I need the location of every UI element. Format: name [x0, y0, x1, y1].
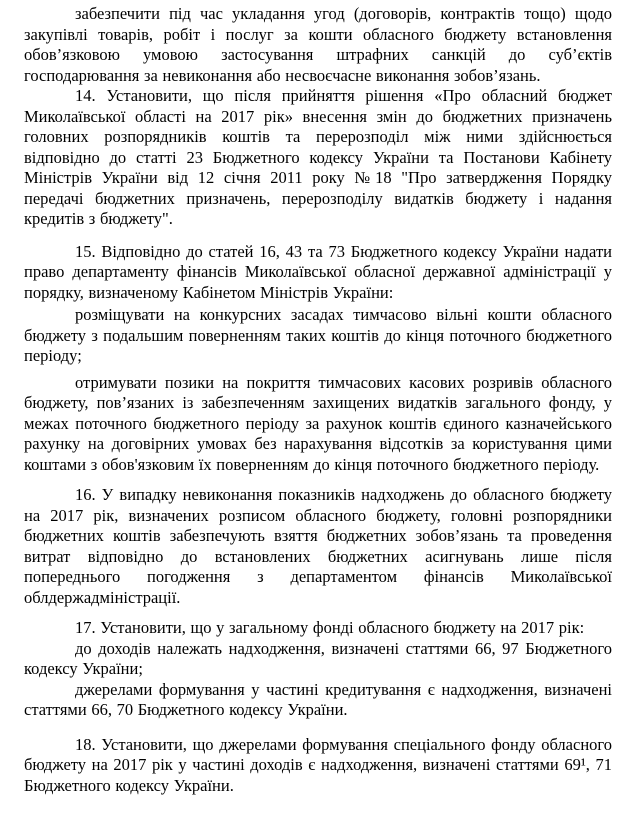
paragraph-item-14: 14. Установити, що після прийняття рішення «Про обласний бюджет Миколаївської області на 2017 рік» внесення змін до бюджетних призначень головних розпорядників коштів та перерозподіл між ними здійснюється відповідно до статті 23 Бюджетного кодексу України та Постанови Кабінету Міністрів України від 12 січня 2011 року №18 "Про затвердження Порядку передачі бюджетних призначень, перерозподілу видатків бюджету і надання кредитів з бюджету". [24, 86, 612, 228]
paragraph-item-15-deposits: розміщувати на конкурсних засадах тимчасово вільні кошти обласного бюджету з подальшим поверненням таких коштів до кінця поточного бюджетного періоду; [24, 305, 612, 365]
paragraph-item-17-revenues: до доходів належать надходження, визначені статтями 66, 97 Бюджетного кодексу України; [24, 638, 612, 678]
paragraph-item-18: 18. Установити, що джерелами формування спеціального фонду обласного бюджету на 2017 рік у частині доходів є надходження, визначені статтями 69¹, 71 Бюджетного кодексу України. [24, 734, 612, 795]
paragraph-item-16: 16. У випадку невиконання показників надходжень до обласного бюджету на 2017 рік, визначених розписом обласного бюджету, головні розпорядники бюджетних коштів забезпечують взяття бюджетних зобов’язань та проведення витрат відповідно до встановлених бюджетних асигнувань лише після попереднього погодження з департаментом фінансів Миколаївської облдержадміністрації. [24, 485, 612, 607]
paragraph-procurement-penalties: забезпечити під час укладання угод (договорів, контрактів тощо) щодо закупівлі товарів, робіт і послуг за кошти обласного бюджету встановлення обов’язковою умовою застосування штрафних санкцій до суб’єктів господарювання за невиконання або несвоєчасне виконання зобов’язань. [24, 4, 612, 85]
paragraph-item-15-loans: отримувати позики на покриття тимчасових касових розривів обласного бюджету, пов’язаних із забезпеченням захищених видатків загального фонду, у межах поточного бюджетного періоду за рахунок коштів єдиного казначейського рахунку на договірних умовах без нарахування відсотків за користування цими коштами з обов'язковим їх поверненням до кінця поточного бюджетного періоду. [24, 372, 612, 474]
paragraph-item-15-intro: 15. Відповідно до статей 16, 43 та 73 Бюджетного кодексу України надати право департаменту фінансів Миколаївської обласної державної адміністрації у порядку, визначеному Кабінетом Міністрів України: [24, 241, 612, 302]
paragraph-item-17-intro: 17. Установити, що у загальному фонді обласного бюджету на 2017 рік: [75, 618, 585, 637]
paragraph-item-17-crediting: джерелами формування у частині кредитування є надходження, визначені статтями 66, 70 Бюджетного кодексу України. [24, 679, 612, 719]
